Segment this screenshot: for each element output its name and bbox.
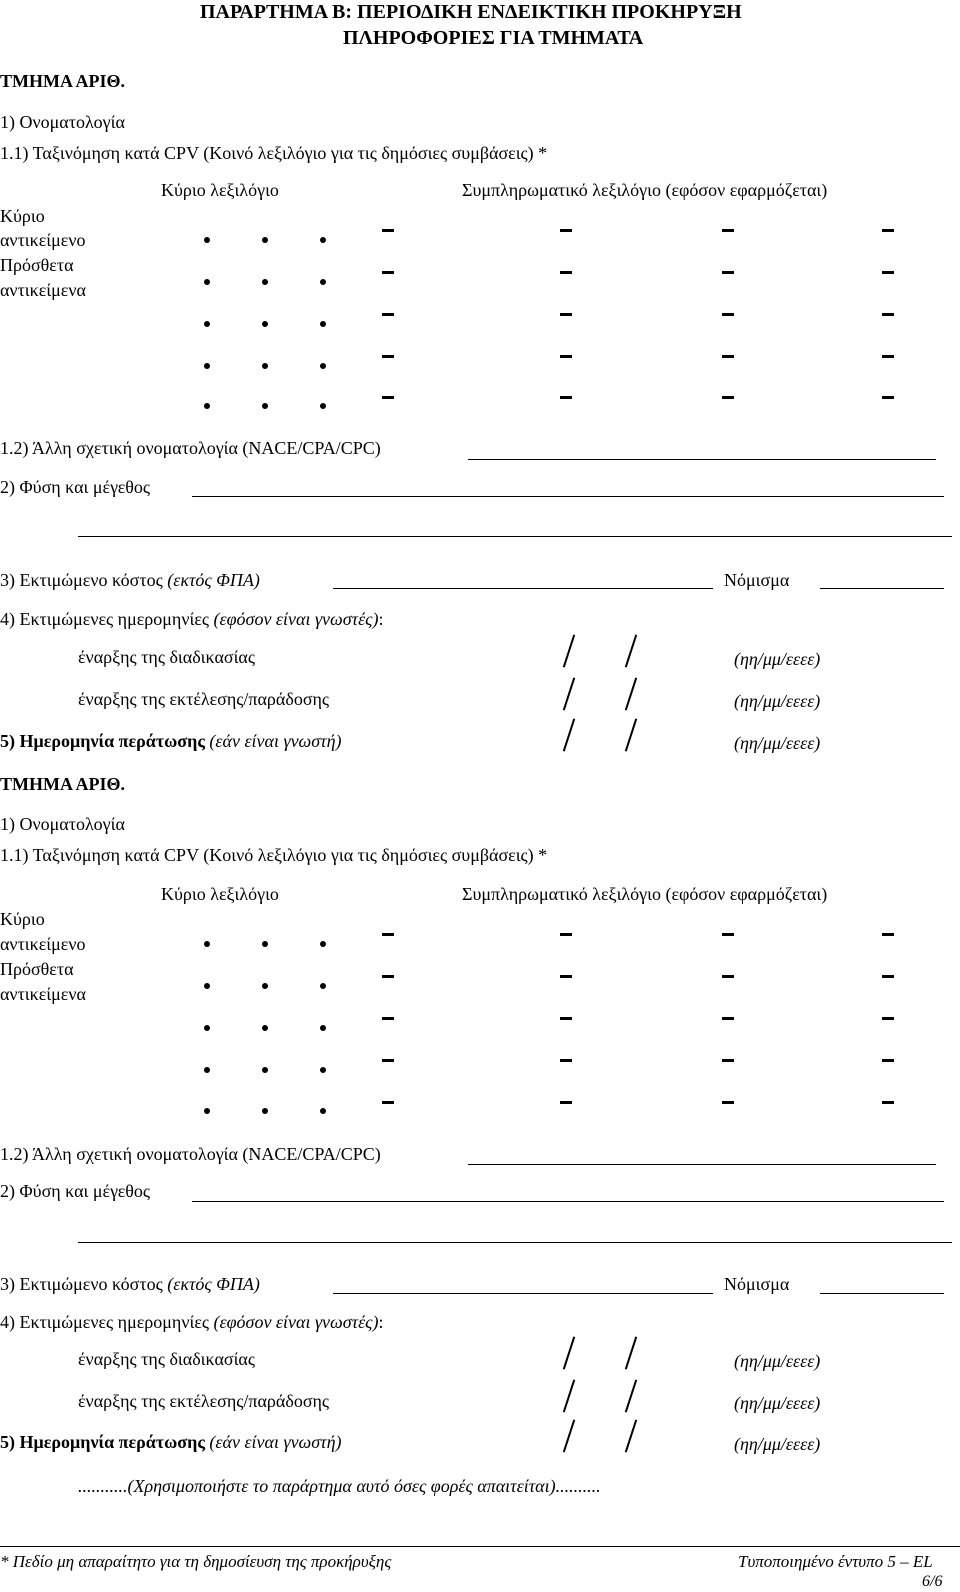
estimated-cost-note: (εκτός ΦΠΑ) — [167, 1274, 260, 1294]
completion-date-note: (εάν είναι γνωστή) — [209, 731, 342, 751]
code-dash — [722, 229, 734, 232]
code-dash — [382, 933, 394, 936]
date-separator — [625, 1380, 637, 1413]
code-dash — [560, 1101, 572, 1104]
cpv-heading: 1.1) Ταξινόμηση κατά CPV (Κοινό λεξιλόγιο για τις δημόσιες συμβάσεις) * — [0, 845, 548, 865]
estimated-dates-colon: : — [378, 1312, 384, 1332]
code-dot — [204, 983, 210, 989]
code-dash — [382, 271, 394, 274]
other-nomenclature-field[interactable] — [468, 1164, 936, 1165]
form-label: Τυποποιημένο έντυπο 5 – EL — [738, 1552, 933, 1571]
date-format-hint: (ηη/μμ/εεεε) — [734, 1393, 821, 1413]
estimated-cost-field[interactable] — [333, 1293, 713, 1294]
code-dot — [320, 941, 326, 947]
code-dot — [320, 279, 326, 285]
date-separator — [563, 678, 575, 711]
code-dash — [722, 396, 734, 399]
currency-label: Νόμισμα — [724, 1274, 790, 1294]
nature-size-field-continued[interactable] — [78, 536, 952, 537]
code-dash — [560, 975, 572, 978]
code-dash — [722, 975, 734, 978]
date-separator — [563, 1380, 575, 1413]
code-dash — [382, 1101, 394, 1104]
code-dot — [262, 1108, 268, 1114]
start-procedure-label: έναρξης της διαδικασίας — [78, 1349, 255, 1369]
code-dash — [382, 975, 394, 978]
nature-size-label: 2) Φύση και μέγεθος — [0, 1181, 151, 1201]
code-dot — [320, 403, 326, 409]
code-dash — [882, 975, 894, 978]
code-dot — [320, 1108, 326, 1114]
estimated-dates-label: 4) Εκτιμώμενες ημερομηνίες — [0, 609, 210, 629]
nomenclature-heading: 1) Ονοματολογία — [0, 112, 125, 132]
code-dash — [382, 1059, 394, 1062]
code-dot — [204, 1108, 210, 1114]
code-dot — [262, 321, 268, 327]
date-separator — [563, 1420, 575, 1453]
additional-objects-label: αντικείμενα — [0, 280, 86, 300]
nature-size-field-continued[interactable] — [78, 1242, 952, 1243]
additional-objects-label: Πρόσθετα — [0, 959, 74, 979]
code-dash — [560, 355, 572, 358]
code-dash — [382, 396, 394, 399]
currency-field[interactable] — [820, 1293, 944, 1294]
other-nomenclature-field[interactable] — [468, 459, 936, 460]
code-dot — [262, 403, 268, 409]
code-dash — [882, 1017, 894, 1020]
nature-size-field[interactable] — [192, 496, 944, 497]
code-dot — [320, 983, 326, 989]
estimated-dates-line — [0, 1313, 383, 1331]
nature-size-label: 2) Φύση και μέγεθος — [0, 477, 151, 497]
code-dash — [882, 229, 894, 232]
code-dot — [204, 321, 210, 327]
code-dot — [204, 403, 210, 409]
code-dash — [882, 396, 894, 399]
section-title: ΤΜΗΜΑ ΑΡΙΘ. — [0, 71, 125, 91]
date-format-hint: (ηη/μμ/εεεε) — [734, 691, 821, 711]
code-dash — [560, 396, 572, 399]
completion-date-label: 5) Ημερομηνία περάτωσης — [0, 731, 205, 751]
code-dot — [262, 363, 268, 369]
code-dot — [204, 1025, 210, 1031]
code-dot — [204, 1067, 210, 1073]
main-vocabulary-label: Κύριο λεξιλόγιο — [161, 884, 279, 904]
code-dot — [262, 983, 268, 989]
main-vocabulary-label: Κύριο λεξιλόγιο — [161, 180, 279, 200]
code-dash — [882, 271, 894, 274]
code-dash — [560, 229, 572, 232]
code-dot — [204, 941, 210, 947]
estimated-cost-label: 3) Εκτιμώμενο κόστος — [0, 570, 163, 590]
code-dot — [320, 1067, 326, 1073]
code-dash — [722, 1059, 734, 1062]
completion-date-line — [0, 1433, 342, 1451]
code-dash — [882, 1059, 894, 1062]
code-dash — [722, 313, 734, 316]
estimated-cost-field[interactable] — [333, 588, 713, 589]
other-nomenclature-label: 1.2) Άλλη σχετική ονοματολογία (NACE/CPA/CPC) — [0, 1144, 381, 1164]
estimated-dates-colon: : — [378, 609, 384, 629]
code-dash — [722, 271, 734, 274]
code-dash — [382, 229, 394, 232]
code-dot — [262, 237, 268, 243]
date-format-hint: (ηη/μμ/εεεε) — [734, 649, 821, 669]
code-dash — [882, 933, 894, 936]
code-dash — [382, 313, 394, 316]
date-format-hint: (ηη/μμ/εεεε) — [734, 733, 821, 753]
date-separator — [625, 1420, 637, 1453]
date-format-hint: (ηη/μμ/εεεε) — [734, 1351, 821, 1371]
date-separator — [563, 635, 575, 668]
code-dash — [382, 1017, 394, 1020]
footer-divider — [0, 1546, 960, 1547]
code-dot — [262, 1067, 268, 1073]
header-line-2: ΠΛΗΡΟΦΟΡΙΕΣ ΓΙΑ ΤΜΗΜΑΤΑ — [343, 27, 644, 49]
code-dot — [262, 941, 268, 947]
estimated-cost-label: 3) Εκτιμώμενο κόστος — [0, 1274, 163, 1294]
completion-date-line — [0, 732, 342, 750]
main-object-label: αντικείμενο — [0, 230, 86, 250]
code-dash — [560, 313, 572, 316]
date-format-hint: (ηη/μμ/εεεε) — [734, 1434, 821, 1454]
other-nomenclature-label: 1.2) Άλλη σχετική ονοματολογία (NACE/CPA/CPC) — [0, 438, 381, 458]
code-dash — [882, 1101, 894, 1104]
code-dash — [882, 355, 894, 358]
code-dot — [320, 1025, 326, 1031]
date-separator — [625, 635, 637, 668]
code-dash — [722, 1101, 734, 1104]
code-dot — [262, 279, 268, 285]
estimated-dates-note: (εφόσον είναι γνωστές) — [213, 609, 379, 629]
code-dot — [204, 279, 210, 285]
nature-size-field[interactable] — [192, 1201, 944, 1202]
code-dash — [722, 355, 734, 358]
page-number: 6/6 — [922, 1573, 943, 1590]
code-dash — [722, 1017, 734, 1020]
code-dash — [882, 313, 894, 316]
repeat-instruction: ...........(Χρησιμοποιήστε το παράρτημα αυτό όσες φορές απαιτείται).......... — [78, 1476, 601, 1496]
code-dot — [320, 321, 326, 327]
cpv-heading: 1.1) Ταξινόμηση κατά CPV (Κοινό λεξιλόγιο για τις δημόσιες συμβάσεις) * — [0, 143, 548, 163]
currency-field[interactable] — [820, 588, 944, 589]
nomenclature-heading: 1) Ονοματολογία — [0, 814, 125, 834]
estimated-cost-line — [0, 571, 260, 589]
code-dash — [560, 1017, 572, 1020]
start-execution-label: έναρξης της εκτέλεσης/παράδοσης — [78, 689, 330, 709]
main-object-label: Κύριο — [0, 206, 45, 226]
code-dash — [560, 1059, 572, 1062]
supplementary-vocabulary-label: Συμπληρωματικό λεξιλόγιο (εφόσον εφαρμόζεται) — [462, 884, 828, 904]
footer-note: * Πεδίο μη απαραίτητο για τη δημοσίευση της προκήρυξης — [0, 1552, 392, 1571]
date-separator — [563, 1337, 575, 1370]
completion-date-label: 5) Ημερομηνία περάτωσης — [0, 1432, 205, 1452]
estimated-cost-line — [0, 1275, 260, 1293]
start-procedure-label: έναρξης της διαδικασίας — [78, 647, 255, 667]
estimated-dates-label: 4) Εκτιμώμενες ημερομηνίες — [0, 1312, 210, 1332]
code-dash — [560, 271, 572, 274]
code-dash — [382, 355, 394, 358]
code-dash — [722, 933, 734, 936]
section-title: ΤΜΗΜΑ ΑΡΙΘ. — [0, 774, 125, 794]
date-separator — [625, 719, 637, 752]
main-object-label: Κύριο — [0, 909, 45, 929]
estimated-dates-line — [0, 610, 383, 628]
supplementary-vocabulary-label: Συμπληρωματικό λεξιλόγιο (εφόσον εφαρμόζεται) — [462, 180, 828, 200]
estimated-cost-note: (εκτός ΦΠΑ) — [167, 570, 260, 590]
date-separator — [563, 719, 575, 752]
completion-date-note: (εάν είναι γνωστή) — [209, 1432, 342, 1452]
start-execution-label: έναρξης της εκτέλεσης/παράδοσης — [78, 1391, 330, 1411]
code-dot — [320, 363, 326, 369]
estimated-dates-note: (εφόσον είναι γνωστές) — [213, 1312, 379, 1332]
date-separator — [625, 678, 637, 711]
code-dot — [204, 237, 210, 243]
currency-label: Νόμισμα — [724, 570, 790, 590]
code-dash — [560, 933, 572, 936]
main-object-label: αντικείμενο — [0, 934, 86, 954]
code-dot — [204, 363, 210, 369]
additional-objects-label: αντικείμενα — [0, 984, 86, 1004]
date-separator — [625, 1337, 637, 1370]
additional-objects-label: Πρόσθετα — [0, 255, 74, 275]
code-dot — [320, 237, 326, 243]
code-dot — [262, 1025, 268, 1031]
header-line-1: ΠΑΡΑΡΤΗΜΑ Β: ΠΕΡΙΟΔΙΚΗ ΕΝΔΕΙΚΤΙΚΗ ΠΡΟΚΗΡΥΞΗ — [200, 1, 742, 23]
